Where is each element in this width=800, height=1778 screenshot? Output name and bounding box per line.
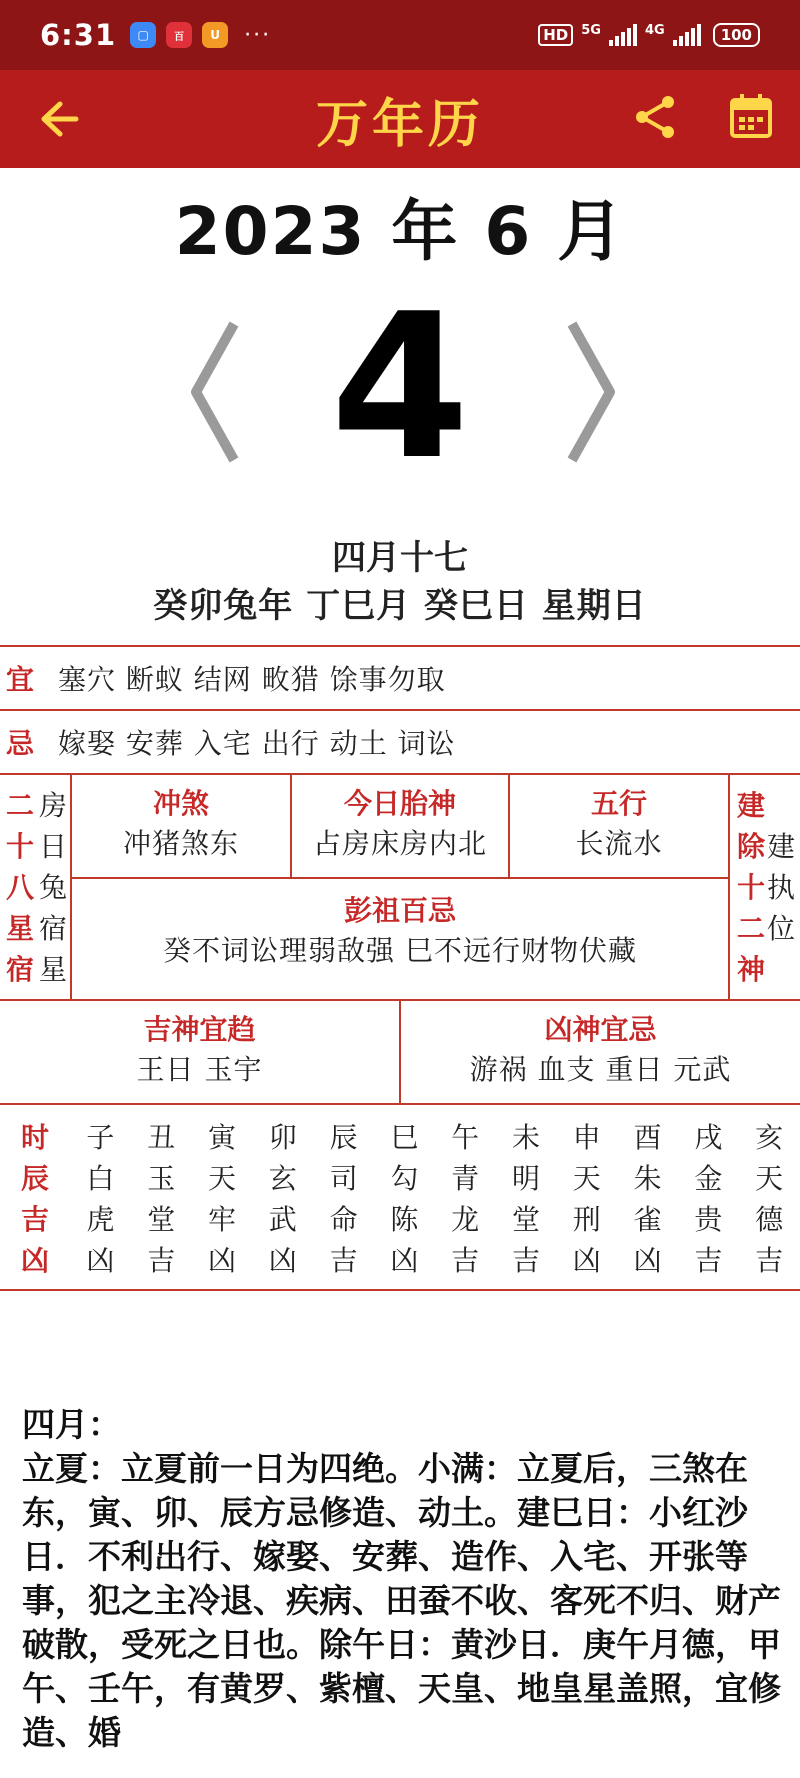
hour-cell: 申 (572, 1120, 601, 1154)
hour-cell: 玄 (268, 1161, 297, 1195)
red-app-icon: 百 (166, 22, 192, 48)
hour-cell: 午 (451, 1120, 480, 1154)
jishen-cell (0, 1010, 399, 1090)
page-title: 万年历 (315, 94, 484, 155)
hours-head: 吉 (20, 1202, 49, 1236)
notes-text (22, 1403, 782, 1755)
app-header (0, 70, 800, 168)
hour-cell: 吉 (511, 1243, 540, 1277)
hours-table (0, 1115, 800, 1279)
hour-cell: 贵 (694, 1202, 723, 1236)
hours-head: 凶 (20, 1243, 49, 1277)
hour-cell: 堂 (511, 1202, 540, 1236)
divider (72, 877, 728, 879)
divider (0, 1103, 800, 1105)
wuxing-value: 长流水 (575, 827, 663, 860)
taishen-value: 占房床房内北 (312, 827, 487, 860)
signal-4g-icon (673, 24, 701, 46)
ji-label: 忌 (6, 727, 35, 760)
hour-cell: 吉 (451, 1243, 480, 1277)
year-month-title: 2023 年 6 月 (174, 193, 626, 270)
divider (0, 773, 800, 775)
hour-cell: 凶 (86, 1243, 115, 1277)
xiongshen-value: 游祸 血支 重日 元武 (469, 1053, 732, 1086)
blue-app-icon: ▢ (130, 22, 156, 48)
hour-cell: 酉 (633, 1120, 662, 1154)
yi-row (0, 648, 800, 708)
jianchu-value: 建 执 位 (766, 830, 795, 945)
day-number: 4 (330, 271, 470, 504)
status-bar (0, 0, 800, 70)
status-app-icons (130, 22, 271, 48)
hour-cell: 吉 (755, 1243, 784, 1277)
taishen-cell (292, 784, 508, 864)
divider (728, 775, 730, 999)
table-row (0, 1115, 800, 1156)
notes-body: 立夏：立夏前一日为四绝。小满：立夏后，三煞在东，寅、卯、辰方忌修造、动土。建巳日：小红沙日．不利出行、嫁娶、安葬、造作、入宅、开张等事，犯之主冷退、疾病、田蚕不收、客死不归、财产破散，受死之日也。除午日：黄沙日．庚午月德，甲午、壬午，有黄罗、紫檀、天皇、地皇星盖照，宜修造、婚 (22, 1449, 781, 1752)
hour-cell: 子 (86, 1120, 115, 1154)
hour-cell: 天 (572, 1161, 601, 1195)
xiongshen-cell (401, 1010, 800, 1090)
more-notifications-icon: ··· (244, 22, 272, 48)
hour-cell: 天 (207, 1161, 236, 1195)
jishen-value: 王日 玉宇 (136, 1053, 263, 1086)
hour-cell: 青 (451, 1161, 480, 1195)
hours-head: 时 (20, 1120, 49, 1154)
wuxing-title: 五行 (590, 787, 647, 820)
chongsha-title: 冲煞 (152, 787, 209, 820)
hours-head: 辰 (20, 1161, 49, 1195)
jishen-title: 吉神宜趋 (143, 1013, 256, 1046)
hour-cell: 命 (329, 1202, 358, 1236)
hour-cell: 德 (755, 1202, 784, 1236)
yi-value: 塞穴 断蚁 结网 畋猎 馀事勿取 (58, 663, 446, 696)
hour-cell: 吉 (329, 1243, 358, 1277)
hour-cell: 凶 (390, 1243, 419, 1277)
lunar-date: 四月十七 (332, 538, 468, 578)
status-indicators (538, 23, 760, 47)
hour-cell: 凶 (572, 1243, 601, 1277)
hour-cell: 凶 (633, 1243, 662, 1277)
star-mansion-label: 二 十 八 星 宿 (5, 789, 34, 986)
hour-cell: 寅 (207, 1120, 236, 1154)
taishen-title: 今日胎神 (343, 787, 456, 820)
hour-cell: 勾 (390, 1161, 419, 1195)
hour-cell: 刑 (572, 1202, 601, 1236)
hour-cell: 凶 (268, 1243, 297, 1277)
table-row (0, 1197, 800, 1238)
hour-cell: 金 (694, 1161, 723, 1195)
hour-cell: 朱 (633, 1161, 662, 1195)
status-time: 6:31 (40, 18, 117, 52)
hour-cell: 凶 (207, 1243, 236, 1277)
wuxing-cell (510, 784, 728, 864)
hour-cell: 巳 (390, 1120, 419, 1154)
star-mansion-value: 房 日 兔 宿 星 (38, 789, 67, 986)
hour-cell: 虎 (86, 1202, 115, 1236)
hour-cell: 玉 (147, 1161, 176, 1195)
hour-cell: 武 (268, 1202, 297, 1236)
pengzu-title: 彭祖百忌 (343, 894, 456, 927)
ganzhi-date: 癸卯兔年 丁巳月 癸巳日 星期日 (153, 586, 647, 626)
hour-cell: 雀 (633, 1202, 662, 1236)
hour-cell: 白 (86, 1161, 115, 1195)
hour-cell: 陈 (390, 1202, 419, 1236)
hour-cell: 丑 (147, 1120, 176, 1154)
yi-label: 宜 (6, 663, 35, 696)
battery-icon: 100 (713, 23, 760, 47)
ji-row (0, 712, 800, 772)
ji-value: 嫁娶 安葬 入宅 出行 动土 词讼 (58, 727, 456, 760)
hour-cell: 吉 (147, 1243, 176, 1277)
hour-cell: 堂 (147, 1202, 176, 1236)
table-row (0, 1156, 800, 1197)
share-icon[interactable] (630, 92, 680, 142)
divider (0, 709, 800, 711)
signal-5g-icon (609, 24, 637, 46)
divider (0, 1289, 800, 1291)
net-5g-label: 5G (581, 23, 601, 38)
hour-cell: 明 (511, 1161, 540, 1195)
hour-cell: 牢 (207, 1202, 236, 1236)
hour-cell: 未 (511, 1120, 540, 1154)
hour-cell: 司 (329, 1161, 358, 1195)
orange-app-icon: U (202, 22, 228, 48)
hour-cell: 天 (755, 1161, 784, 1195)
xiongshen-title: 凶神宜忌 (544, 1013, 657, 1046)
hour-cell: 亥 (755, 1120, 784, 1154)
hd-badge: HD (538, 24, 573, 46)
hour-cell: 戌 (694, 1120, 723, 1154)
hour-cell: 辰 (329, 1120, 358, 1154)
chongsha-value: 冲猪煞东 (122, 827, 239, 860)
divider (0, 645, 800, 647)
chongsha-cell (72, 784, 290, 864)
arrow-left-icon[interactable] (36, 96, 82, 142)
pengzu-cell (72, 891, 728, 971)
jianchu-label: 建 除 十 二 神 (736, 789, 765, 986)
pengzu-value: 癸不词讼理弱敌强 巳不远行财物伏藏 (163, 934, 637, 967)
table-row (0, 1238, 800, 1279)
hour-cell: 龙 (451, 1202, 480, 1236)
next-day-arrow-icon[interactable] (560, 320, 620, 464)
hour-cell: 卯 (268, 1120, 297, 1154)
calendar-icon[interactable] (728, 92, 774, 142)
net-4g-label: 4G (644, 23, 665, 38)
hour-cell: 吉 (694, 1243, 723, 1277)
notes-heading: 四月： (22, 1405, 121, 1444)
